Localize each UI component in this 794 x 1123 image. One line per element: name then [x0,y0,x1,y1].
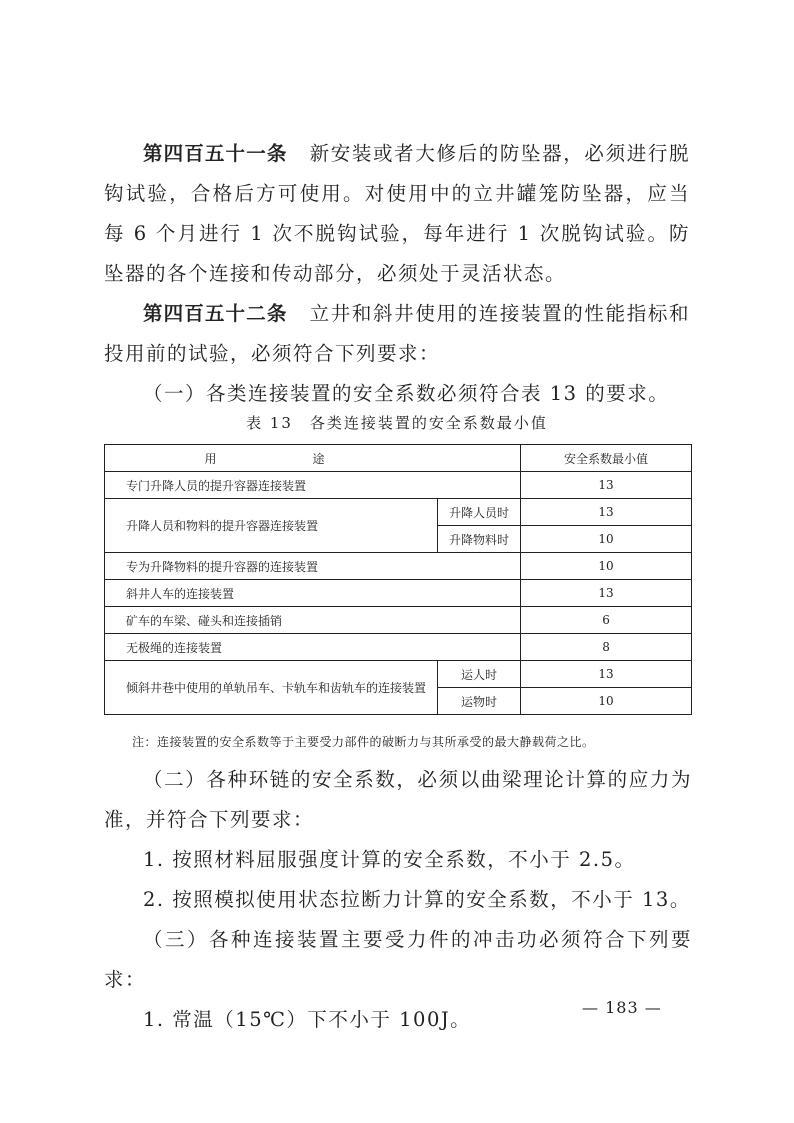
row-use: 矿车的车梁、碰头和连接插销 [105,607,521,634]
article-451-heading: 第四百五十一条 [143,142,288,165]
table-row [105,634,692,661]
table-header-row [105,445,692,472]
article-452-item-1: （一）各类连接装置的安全系数必须符合表 13 的要求。 [143,382,670,405]
table-row [105,661,692,688]
table-row [105,472,692,499]
item-3: （三）各种连接装置主要受力件的冲击功必须符合下列要求： [104,928,692,991]
article-451-452-block [104,134,690,414]
article-451 [104,134,690,294]
row-use: 无极绳的连接装置 [105,634,521,661]
row-use: 倾斜井巷中使用的单轨吊车、卡轨车和齿轨车的连接装置 [105,661,438,715]
row-use: 专为升降物料的提升容器的连接装置 [105,553,521,580]
row-use: 斜井人车的连接装置 [105,580,521,607]
row-value: 10 [521,526,692,553]
row-value: 6 [521,607,692,634]
row-sub: 运人时 [438,661,521,688]
row-value: 13 [521,580,692,607]
safety-factor-table [104,444,692,715]
row-value: 13 [521,499,692,526]
row-value: 13 [521,472,692,499]
article-451-text: 新安装或者大修后的防坠器，必须进行脱钩试验，合格后方可使用。对使用中的立井罐笼防坠器，应当每 6 个月进行 1 次不脱钩试验，每年进行 1 次脱钩试验。防坠器的各个连接和传动部分，必须处于灵活状态。 [104,142,690,285]
item-3-1: 1. 常温（15℃）下不小于 100J。 [143,1008,472,1031]
table-row [105,499,692,526]
row-value: 10 [521,553,692,580]
row-sub: 运物时 [438,688,521,715]
table-row [105,580,692,607]
table-caption: 表 13 各类连接装置的安全系数最小值 [246,414,548,432]
row-use: 专门升降人员的提升容器连接装置 [105,472,521,499]
row-sub: 升降物料时 [438,526,521,553]
header-use: 用途 [105,445,521,472]
row-sub: 升降人员时 [438,499,521,526]
table-note: 注：连接装置的安全系数等于主要受力部件的破断力与其所承受的最大静载荷之比。 [132,735,595,749]
row-value: 10 [521,688,692,715]
page-number: — 183 — [582,998,662,1017]
article-452-text: 立井和斜井使用的连接装置的性能指标和投用前的试验，必须符合下列要求： [104,302,690,365]
item-2: （二）各种环链的安全系数，必须以曲梁理论计算的应力为准，并符合下列要求： [104,768,692,831]
table-row [105,553,692,580]
article-452 [104,294,690,374]
row-use: 升降人员和物料的提升容器连接装置 [105,499,438,553]
header-min-factor: 安全系数最小值 [521,445,692,472]
item-2-1: 1. 按照材料屈服强度计算的安全系数，不小于 2.5。 [143,848,636,871]
article-452-heading: 第四百五十二条 [143,302,288,325]
table-row [105,607,692,634]
item-2-2: 2. 按照模拟使用状态拉断力计算的安全系数，不小于 13。 [143,888,691,911]
row-value: 8 [521,634,692,661]
row-value: 13 [521,661,692,688]
